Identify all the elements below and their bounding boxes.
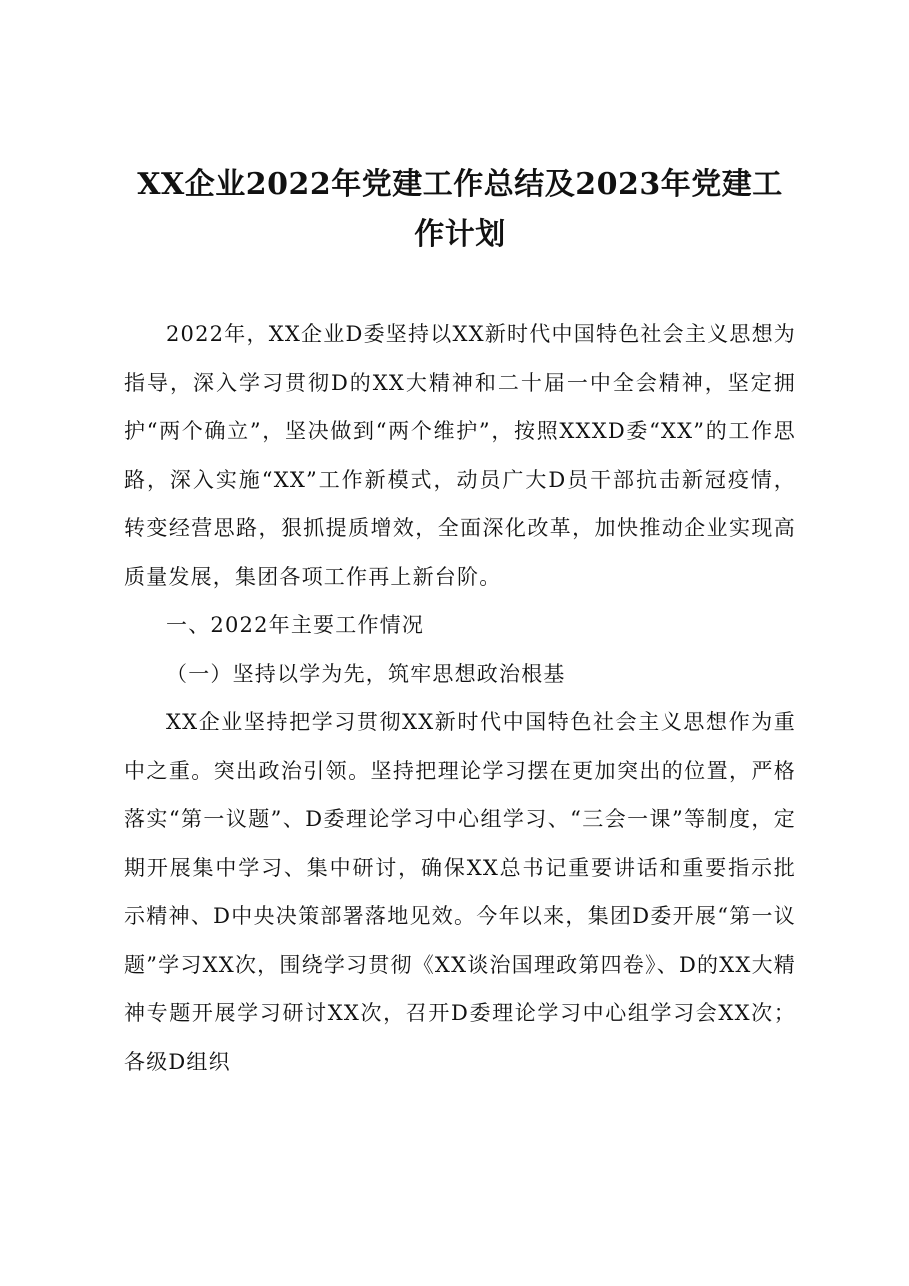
intro-paragraph: 2022年，XX企业D委坚持以XX新时代中国特色社会主义思想为指导，深入学习贯彻D的XX大精神和二十届一中全会精神，坚定拥护“两个确立”，坚决做到“两个维护”，按照XXXD委“XX”的工作思路，深入实施“XX”工作新模式，动员广大D员干部抗击新冠疫情，转变经营思路，狠抓提质增效，全面深化改革，加快推动企业实现高质量发展，集团各项工作再上新台阶。 — [124, 322, 796, 589]
document-title: XX企业2022年党建工作总结及2023年党建工作计划 — [137, 167, 783, 252]
document-page — [124, 160, 796, 1086]
body-paragraph: XX企业坚持把学习贯彻XX新时代中国特色社会主义思想作为重中之重。突出政治引领。坚持把理论学习摆在更加突出的位置，严格落实“第一议题”、D委理论学习中心组学习、“三会一课”等制度，定期开展集中学习、集中研讨，确保XX总书记重要讲话和重要指示批示精神、D中央决策部署落地见效。今年以来，集团D委开展“第一议题”学习XX次，围绕学习贯彻《XX谈治国理政第四卷》、D的XX大精神专题开展学习研讨XX次，召开D委理论学习中心组学习会XX次；各级D组织 — [124, 710, 796, 1074]
subsection-heading: （一）坚持以学为先，筑牢思想政治根基 — [166, 661, 566, 686]
document-body — [124, 310, 796, 1086]
section-heading: 一、2022年主要工作情况 — [166, 613, 425, 637]
